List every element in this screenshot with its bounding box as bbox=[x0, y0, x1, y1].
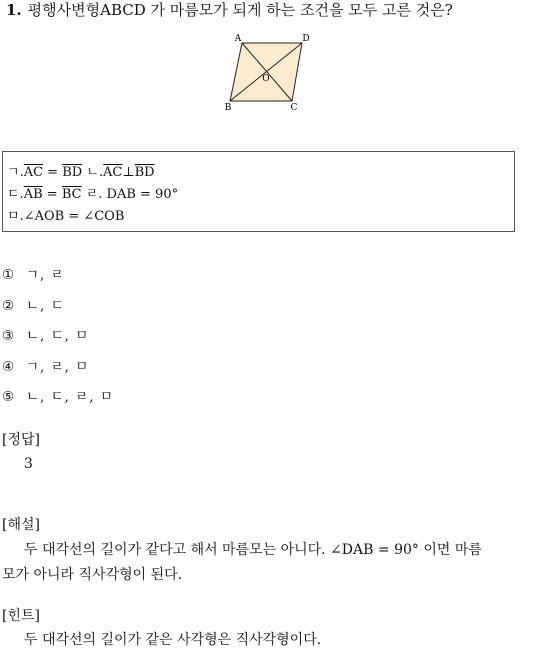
parallelogram-figure bbox=[222, 33, 314, 113]
segment-bc: $\overline{BC}$ bbox=[61, 187, 82, 202]
condition-line-2 bbox=[7, 186, 178, 204]
condition-1-prefix: ㄱ. bbox=[7, 165, 24, 180]
choice-4[interactable] bbox=[2, 358, 89, 376]
choice-number: ① bbox=[2, 267, 15, 283]
choice-number: ⑤ bbox=[2, 389, 15, 405]
choice-text: ㄱ, ㄹ bbox=[26, 267, 65, 283]
choice-3[interactable] bbox=[2, 327, 89, 345]
center-label-o: O bbox=[262, 74, 270, 84]
choice-text: ㄴ, ㄷ bbox=[26, 298, 65, 314]
choice-5[interactable] bbox=[2, 388, 114, 406]
hint-text: 두 대각선의 길이가 같은 사각형은 직사각형이다. bbox=[24, 632, 322, 648]
choice-number: ③ bbox=[2, 328, 15, 344]
question-title bbox=[6, 0, 453, 20]
choice-text: ㄱ, ㄹ, ㅁ bbox=[26, 359, 90, 375]
perpendicular-sign: ⊥ bbox=[122, 165, 135, 180]
segment-ac: $\overline{AC}$ bbox=[103, 165, 123, 180]
equals-sign: = bbox=[42, 187, 62, 202]
segment-bd: $\overline{BD}$ bbox=[62, 165, 83, 180]
vertex-label-c: C bbox=[290, 103, 298, 113]
choice-number: ② bbox=[2, 298, 15, 314]
vertex-label-a: A bbox=[234, 34, 242, 44]
condition-line-1 bbox=[7, 164, 155, 182]
choice-number: ④ bbox=[2, 359, 15, 375]
answer-label: [정답] bbox=[2, 432, 40, 448]
condition-line-3: ㅁ.∠AOB = ∠COB bbox=[7, 209, 125, 224]
condition-3-prefix: ㄷ. bbox=[7, 187, 24, 202]
hint-label: [힌트] bbox=[2, 608, 40, 624]
segment-ac: $\overline{AC}$ bbox=[23, 165, 44, 180]
segment-bd: $\overline{BD}$ bbox=[134, 165, 155, 180]
choice-1[interactable] bbox=[2, 266, 65, 284]
conditions-box bbox=[2, 151, 515, 232]
answer-value: 3 bbox=[24, 456, 33, 472]
choice-text: ㄴ, ㄷ, ㄹ, ㅁ bbox=[26, 389, 114, 405]
explanation-label: [해설] bbox=[2, 517, 40, 533]
explanation-line-1: 두 대각선의 길이가 같다고 해서 마름모는 아니다. ∠DAB = 90° 이면 마름 bbox=[24, 542, 482, 558]
choice-2[interactable] bbox=[2, 297, 65, 315]
condition-4: ㄹ. DAB = 90° bbox=[81, 187, 179, 202]
vertex-label-b: B bbox=[224, 103, 232, 113]
vertex-label-d: D bbox=[302, 34, 310, 44]
explanation-line-2: 모가 아니라 직사각형이 된다. bbox=[2, 567, 183, 583]
segment-ab: $\overline{AB}$ bbox=[23, 187, 43, 202]
question-number: 1. bbox=[6, 1, 22, 19]
equals-sign: = bbox=[43, 165, 63, 180]
question-text: 평행사변형ABCD 가 마름모가 되게 하는 조건을 모두 고른 것은? bbox=[27, 1, 453, 19]
choice-text: ㄴ, ㄷ, ㅁ bbox=[26, 328, 90, 344]
condition-2-prefix: ㄴ. bbox=[82, 165, 104, 180]
